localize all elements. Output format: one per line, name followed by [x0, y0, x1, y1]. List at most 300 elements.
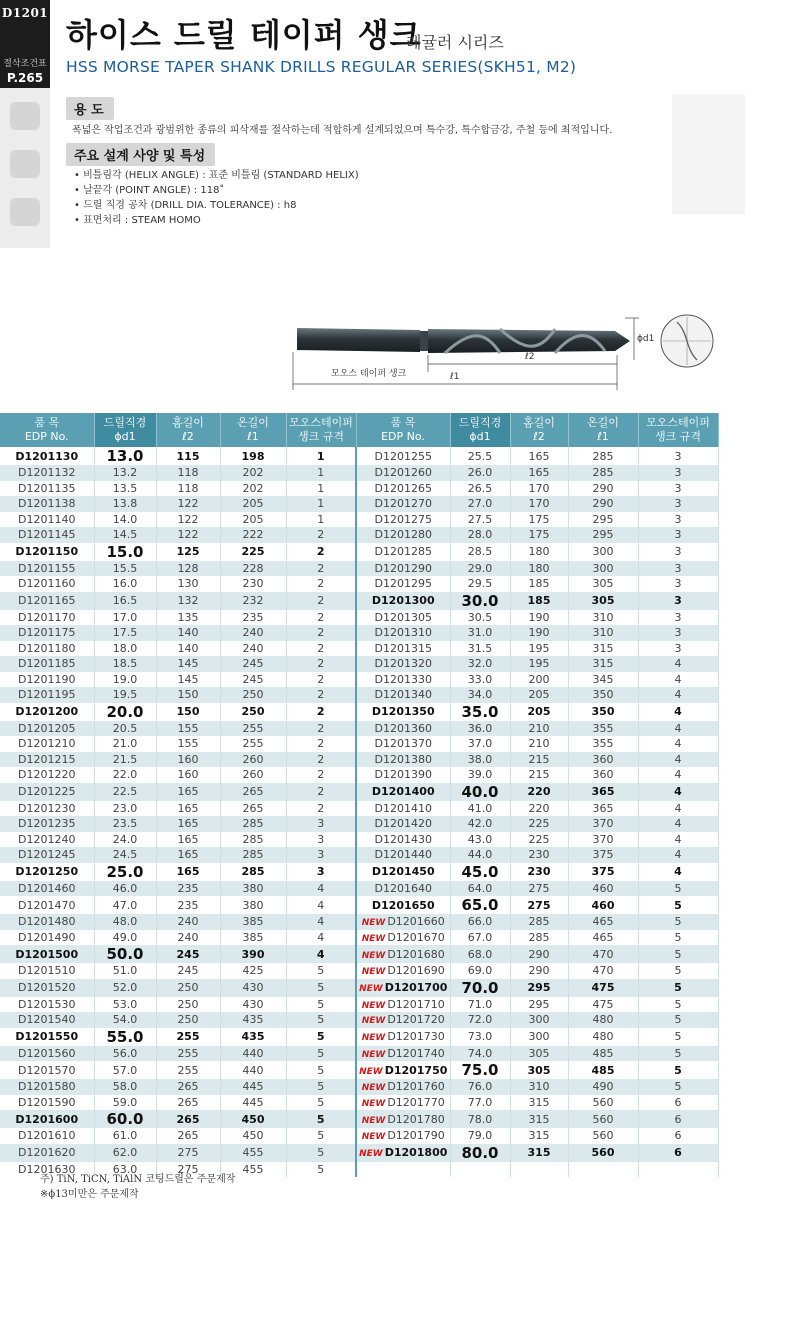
cell-flute-length: [156, 1144, 220, 1162]
cell-edp-no: [0, 1012, 94, 1028]
cell-value: 355: [592, 737, 614, 751]
cell-morse-taper: [286, 896, 356, 914]
cell-value: D1201270: [374, 497, 432, 511]
cell-value: 440: [242, 1046, 264, 1060]
cell-value: 4: [674, 672, 682, 686]
cell-overall-length: [568, 1095, 638, 1111]
col-header-taper: 모오스테이퍼 생크 규격: [286, 413, 356, 447]
cell-edp-no: [356, 1162, 450, 1178]
table-row: [0, 641, 718, 657]
cell-overall-length: [220, 736, 286, 752]
cell-edp-no: [0, 863, 94, 881]
cell-edp-no: [356, 997, 450, 1013]
col-header-flute-length: 홈길이 ℓ2: [510, 413, 568, 447]
table-row: [0, 465, 718, 481]
cell-morse-taper: [286, 752, 356, 768]
cell-drill-diameter: [94, 1046, 156, 1062]
cell-value: 35.0: [461, 702, 499, 721]
new-badge: NEW: [359, 1149, 383, 1159]
cell-value: 385: [242, 915, 264, 929]
cell-flute-length: [510, 847, 568, 863]
cell-value: 155: [177, 721, 199, 735]
usage-heading: 용 도: [66, 97, 114, 120]
cell-overall-length: [220, 816, 286, 832]
cell-drill-diameter: [94, 1128, 156, 1144]
cell-flute-length: [510, 465, 568, 481]
cell-value: 370: [592, 817, 614, 831]
cell-value: 4: [317, 930, 325, 944]
cell-drill-diameter: [94, 863, 156, 881]
cell-value: 165: [177, 817, 199, 831]
cell-flute-length: [156, 930, 220, 946]
cutting-condition-label: 절삭조건표: [3, 59, 47, 69]
cell-value: 375: [592, 848, 614, 862]
cell-value: 460: [591, 898, 615, 912]
cell-value: D1201275: [374, 512, 432, 526]
cell-overall-length: [568, 543, 638, 561]
cell-value: D1201660: [387, 915, 445, 929]
cell-drill-diameter: [94, 979, 156, 997]
cell-edp-no: [0, 465, 94, 481]
cell-drill-diameter: [94, 527, 156, 543]
cell-value: D1201245: [18, 848, 76, 862]
cell-morse-taper: [286, 625, 356, 641]
cell-value: 2: [317, 768, 325, 782]
cell-drill-diameter: [450, 1144, 510, 1162]
specs-heading: 주요 설계 사양 및 특성: [66, 143, 215, 166]
cell-flute-length: [156, 1079, 220, 1095]
table-row: [0, 945, 718, 963]
cell-drill-diameter: [94, 752, 156, 768]
spec-surface: • 표면처리 : STEAM HOMO: [74, 215, 201, 226]
cell-flute-length: [510, 930, 568, 946]
cell-overall-length: [568, 801, 638, 817]
cell-value: D1201320: [374, 657, 432, 671]
cell-edp-no: [0, 496, 94, 512]
table-row: [0, 1046, 718, 1062]
cell-value: 66.0: [467, 915, 493, 929]
cell-value: 445: [242, 1080, 264, 1094]
cell-morse-taper: [638, 721, 718, 737]
cell-value: 2: [317, 657, 325, 671]
cell-value: 31.5: [467, 641, 493, 655]
cell-value: 24.0: [112, 832, 138, 846]
cell-value: 3: [316, 865, 325, 878]
table-row: [0, 610, 718, 626]
cell-morse-taper: [286, 767, 356, 783]
cell-drill-diameter: [94, 832, 156, 848]
cell-drill-diameter: [450, 930, 510, 946]
cell-flute-length: [510, 703, 568, 721]
cell-overall-length: [220, 767, 286, 783]
side-thumbnail-strip: [0, 88, 50, 248]
cell-value: 5: [674, 1013, 682, 1027]
cell-flute-length: [156, 512, 220, 528]
cell-value: 250: [177, 1013, 199, 1027]
cell-value: 240: [177, 915, 199, 929]
cell-flute-length: [156, 767, 220, 783]
cell-value: 435: [242, 1013, 264, 1027]
cell-value: 4: [674, 688, 682, 702]
cell-edp-no: [356, 576, 450, 592]
cell-overall-length: [220, 1110, 286, 1128]
cell-value: 4: [674, 752, 682, 766]
cell-drill-diameter: [450, 832, 510, 848]
cell-drill-diameter: [450, 481, 510, 497]
cell-morse-taper: [286, 543, 356, 561]
cell-drill-diameter: [450, 1028, 510, 1046]
cell-overall-length: [220, 592, 286, 610]
cell-morse-taper: [286, 1079, 356, 1095]
cell-morse-taper: [638, 930, 718, 946]
cell-value: 345: [592, 672, 614, 686]
col-header-flute-length: 홈길이 ℓ2: [156, 413, 220, 447]
cell-value: D1201160: [18, 577, 76, 591]
spec-point-angle: • 날끝각 (POINT ANGLE) : 118˚: [74, 185, 225, 196]
cell-edp-no: [0, 1095, 94, 1111]
cell-value: 255: [176, 1030, 200, 1043]
cell-edp-no: [0, 1110, 94, 1128]
cell-flute-length: [156, 997, 220, 1013]
cell-overall-length: [220, 1144, 286, 1162]
cell-edp-no: [0, 703, 94, 721]
cell-overall-length: [568, 847, 638, 863]
cell-edp-no: [356, 863, 450, 881]
cell-value: 4: [317, 898, 325, 912]
cell-value: D1201135: [18, 481, 76, 495]
cell-value: 13.5: [112, 481, 138, 495]
cell-morse-taper: [286, 1144, 356, 1162]
cell-flute-length: [156, 625, 220, 641]
cell-drill-diameter: [94, 641, 156, 657]
cell-value: 455: [242, 1146, 264, 1159]
cell-value: 480: [592, 1013, 614, 1027]
cell-morse-taper: [638, 896, 718, 914]
cell-flute-length: [156, 1095, 220, 1111]
new-badge: NEW: [359, 984, 383, 994]
cell-morse-taper: [638, 1128, 718, 1144]
cell-morse-taper: [638, 945, 718, 963]
cell-value: 380: [242, 881, 264, 895]
cell-value: D1201260: [374, 466, 432, 480]
cell-flute-length: [156, 1046, 220, 1062]
cell-value: 30.0: [461, 591, 499, 610]
cell-flute-length: [156, 1110, 220, 1128]
cell-drill-diameter: [94, 656, 156, 672]
cell-value: 300: [592, 561, 614, 575]
cell-morse-taper: [638, 641, 718, 657]
cell-value: 295: [592, 512, 614, 526]
cell-value: 190: [528, 626, 550, 640]
cell-value: 285: [241, 865, 265, 878]
cell-value: 165: [177, 801, 199, 815]
cell-value: D1201470: [18, 898, 76, 912]
cell-value: 350: [591, 705, 615, 718]
cell-flute-length: [510, 881, 568, 897]
cell-value: D1201640: [374, 881, 432, 895]
cell-drill-diameter: [450, 979, 510, 997]
cell-value: D1201460: [18, 881, 76, 895]
cell-value: 150: [176, 705, 200, 718]
cell-drill-diameter: [94, 592, 156, 610]
cell-edp-no: [356, 979, 450, 997]
thumbnail-icon: [10, 102, 40, 130]
cell-edp-no: [0, 576, 94, 592]
catalog-code: D1201: [1, 6, 49, 20]
table-row: [0, 963, 718, 979]
cell-value: 46.0: [112, 881, 138, 895]
cell-drill-diameter: [94, 496, 156, 512]
cell-edp-no: [356, 914, 450, 930]
cell-value: 79.0: [467, 1129, 493, 1143]
cell-value: D1201620: [18, 1146, 76, 1159]
table-row: [0, 496, 718, 512]
cell-morse-taper: [286, 783, 356, 801]
cell-drill-diameter: [450, 447, 510, 465]
cell-overall-length: [568, 447, 638, 465]
cell-value: 135: [177, 610, 199, 624]
cell-morse-taper: [638, 656, 718, 672]
cell-value: 165: [177, 848, 199, 862]
cell-morse-taper: [286, 1110, 356, 1128]
cell-morse-taper: [286, 1162, 356, 1178]
cell-value: 60.0: [106, 1110, 144, 1128]
cell-value: 2: [317, 594, 325, 607]
cell-edp-no: [356, 1061, 450, 1079]
col-header-overall-length: 온길이 ℓ1: [568, 413, 638, 447]
cell-value: 6: [674, 1112, 682, 1126]
cell-morse-taper: [286, 481, 356, 497]
cell-value: 165: [176, 865, 200, 878]
cell-value: 5: [674, 964, 682, 978]
cell-value: 245: [176, 947, 200, 961]
cell-overall-length: [220, 543, 286, 561]
cell-value: 140: [177, 626, 199, 640]
cell-drill-diameter: [450, 687, 510, 703]
cell-flute-length: [510, 914, 568, 930]
cell-value: D1201630: [18, 1162, 76, 1176]
cell-morse-taper: [286, 847, 356, 863]
new-badge: NEW: [361, 918, 386, 929]
cell-value: 43.0: [467, 832, 493, 846]
cell-overall-length: [220, 576, 286, 592]
table-row: [0, 543, 718, 561]
cell-value: D1201710: [387, 997, 445, 1011]
cell-value: D1201220: [18, 768, 76, 782]
cell-morse-taper: [286, 979, 356, 997]
cell-flute-length: [156, 481, 220, 497]
cell-value: 64.0: [467, 881, 493, 895]
cell-drill-diameter: [94, 816, 156, 832]
cell-flute-length: [510, 816, 568, 832]
cell-value: 67.0: [467, 930, 493, 944]
cell-flute-length: [510, 656, 568, 672]
table-row: [0, 816, 718, 832]
table-row: [0, 447, 718, 465]
cell-flute-length: [510, 1079, 568, 1095]
table-row: [0, 527, 718, 543]
table-row: [0, 1095, 718, 1111]
cell-value: 2: [316, 705, 325, 718]
cell-edp-no: [356, 767, 450, 783]
table-row: [0, 481, 718, 497]
cell-value: 240: [177, 930, 199, 944]
cell-value: 202: [242, 466, 264, 480]
cell-value: 265: [177, 1095, 199, 1109]
cell-overall-length: [568, 930, 638, 946]
cell-value: D1201310: [374, 626, 432, 640]
cell-drill-diameter: [450, 576, 510, 592]
cell-value: 180: [528, 561, 550, 575]
cell-morse-taper: [638, 687, 718, 703]
cell-value: 310: [592, 626, 614, 640]
cell-edp-no: [356, 703, 450, 721]
cell-value: 145: [177, 672, 199, 686]
cell-overall-length: [220, 863, 286, 881]
cell-value: 5: [317, 1080, 325, 1094]
cell-value: 275: [528, 881, 550, 895]
cell-value: 55.0: [106, 1027, 144, 1046]
cell-overall-length: [220, 896, 286, 914]
cell-edp-no: [356, 656, 450, 672]
cell-morse-taper: [286, 703, 356, 721]
cell-morse-taper: [638, 1012, 718, 1028]
cell-value: 3: [674, 449, 682, 463]
cell-flute-length: [156, 979, 220, 997]
cell-value: 445: [242, 1095, 264, 1109]
cell-drill-diameter: [94, 1095, 156, 1111]
cell-drill-diameter: [94, 543, 156, 561]
cell-value: 190: [528, 610, 550, 624]
cell-value: 165: [177, 785, 199, 798]
cell-value: D1201350: [371, 705, 435, 718]
cell-value: D1201280: [374, 528, 432, 542]
cell-edp-no: [0, 881, 94, 897]
cell-value: D1201295: [374, 577, 432, 591]
cell-morse-taper: [286, 1012, 356, 1028]
cell-value: 4: [674, 705, 682, 718]
cell-flute-length: [156, 592, 220, 610]
table-row: [0, 896, 718, 914]
cell-overall-length: [220, 979, 286, 997]
cell-value: 205: [528, 688, 550, 702]
cell-morse-taper: [286, 465, 356, 481]
cell-overall-length: [220, 801, 286, 817]
col-header-diameter: 드릴직경 ϕd1: [94, 413, 156, 447]
cell-value: D1201205: [18, 721, 76, 735]
cell-value: 21.5: [112, 752, 138, 766]
cell-morse-taper: [638, 512, 718, 528]
cell-drill-diameter: [94, 1079, 156, 1095]
col-header-edp: 품 목 EDP No.: [356, 413, 450, 447]
cell-drill-diameter: [450, 672, 510, 688]
cell-value: 3: [674, 497, 682, 511]
cell-value: 3: [674, 481, 682, 495]
cell-value: 170: [528, 481, 550, 495]
cell-value: 165: [177, 832, 199, 846]
cell-drill-diameter: [450, 997, 510, 1013]
cell-value: 200: [528, 672, 550, 686]
cell-overall-length: [568, 672, 638, 688]
cell-value: 4: [317, 881, 325, 895]
cell-morse-taper: [638, 561, 718, 577]
cell-edp-no: [0, 447, 94, 465]
cell-value: D1201240: [18, 832, 76, 846]
cell-value: 29.0: [467, 561, 493, 575]
cell-value: 305: [528, 1046, 550, 1060]
cell-drill-diameter: [450, 767, 510, 783]
cutting-condition-page-link[interactable]: P.265: [6, 71, 44, 85]
footnotes: [40, 1172, 235, 1202]
cell-flute-length: [156, 816, 220, 832]
new-badge: NEW: [361, 1000, 386, 1011]
cell-value: D1201530: [18, 997, 76, 1011]
cell-edp-no: [356, 930, 450, 946]
cell-overall-length: [568, 979, 638, 997]
cell-overall-length: [568, 1079, 638, 1095]
cell-overall-length: [568, 527, 638, 543]
cell-flute-length: [510, 610, 568, 626]
cell-value: 430: [242, 981, 264, 994]
cell-drill-diameter: [450, 527, 510, 543]
cell-value: D1201650: [371, 898, 435, 912]
cell-overall-length: [568, 576, 638, 592]
cell-value: D1201138: [18, 497, 76, 511]
cell-value: 28.5: [467, 545, 493, 558]
cell-value: 16.0: [112, 577, 138, 591]
cell-value: 13.8: [112, 497, 138, 511]
cell-drill-diameter: [94, 896, 156, 914]
cell-value: D1201520: [18, 981, 76, 994]
cell-morse-taper: [638, 672, 718, 688]
table-row: [0, 1144, 718, 1162]
cell-value: 275: [177, 1162, 199, 1176]
cell-value: 22.0: [112, 768, 138, 782]
cell-flute-length: [156, 687, 220, 703]
cell-value: 255: [242, 721, 264, 735]
cell-flute-length: [510, 481, 568, 497]
cell-value: 23.5: [112, 817, 138, 831]
cell-value: 5: [317, 964, 325, 978]
cell-value: D1201420: [374, 817, 432, 831]
cell-edp-no: [0, 736, 94, 752]
cell-morse-taper: [286, 527, 356, 543]
cell-drill-diameter: [94, 1061, 156, 1079]
cell-flute-length: [510, 801, 568, 817]
cell-value: 5: [317, 1095, 325, 1109]
cell-value: 31.0: [467, 626, 493, 640]
cell-value: D1201690: [387, 964, 445, 978]
catalog-tab: [0, 0, 50, 88]
cell-overall-length: [568, 465, 638, 481]
cell-value: 5: [316, 1112, 325, 1126]
cell-value: D1201540: [18, 1013, 76, 1027]
cell-edp-no: [356, 465, 450, 481]
table-row: [0, 561, 718, 577]
cell-value: D1201500: [15, 947, 79, 961]
cell-value: 5: [317, 1129, 325, 1143]
cell-value: 1: [317, 497, 325, 511]
cell-value: D1201400: [371, 785, 435, 798]
cell-flute-length: [156, 801, 220, 817]
cell-flute-length: [510, 512, 568, 528]
cell-value: D1201190: [18, 672, 76, 686]
overall-length-label: ℓ1: [450, 372, 460, 382]
cell-value: 76.0: [467, 1080, 493, 1094]
cell-drill-diameter: [94, 703, 156, 721]
table-row: [0, 736, 718, 752]
cell-drill-diameter: [450, 1095, 510, 1111]
